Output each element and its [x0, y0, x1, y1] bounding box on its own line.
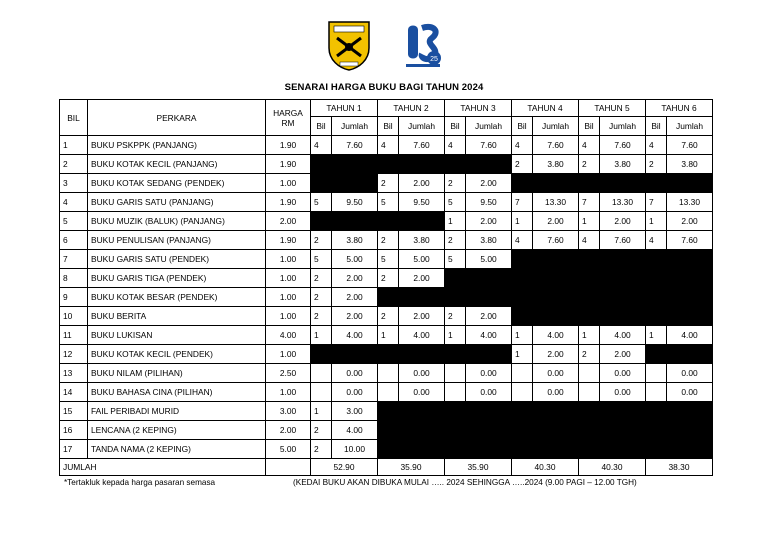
row-perkara: BUKU KOTAK KECIL (PENDEK)	[88, 345, 266, 364]
subheader-bil: Bil	[646, 117, 667, 136]
total-value: 52.90	[311, 459, 378, 476]
header-harga: HARGA RM	[266, 100, 311, 136]
row-perkara: BUKU KOTAK KECIL (PANJANG)	[88, 155, 266, 174]
cell-jumlah: 2.00	[466, 212, 512, 231]
cell-bil: 2	[378, 174, 399, 193]
cell-bil	[311, 364, 332, 383]
row-harga: 1.00	[266, 345, 311, 364]
blocked-cell	[311, 212, 445, 231]
header-tahun-3: TAHUN 3	[445, 100, 512, 117]
cell-jumlah: 0.00	[399, 364, 445, 383]
ministry-logo	[400, 20, 446, 70]
cell-jumlah: 7.60	[533, 136, 579, 155]
cell-bil: 4	[512, 136, 533, 155]
cell-jumlah: 7.60	[667, 136, 713, 155]
cell-bil	[512, 383, 533, 402]
header-tahun-4: TAHUN 4	[512, 100, 579, 117]
table-row	[60, 326, 713, 345]
cell-jumlah: 2.00	[399, 269, 445, 288]
table-row	[60, 136, 713, 155]
row-harga: 2.50	[266, 364, 311, 383]
subheader-bil: Bil	[311, 117, 332, 136]
subheader-jumlah: Jumlah	[667, 117, 713, 136]
subheader-jumlah: Jumlah	[466, 117, 512, 136]
row-perkara: BUKU GARIS SATU (PANJANG)	[88, 193, 266, 212]
total-value: 35.90	[378, 459, 445, 476]
row-perkara: FAIL PERIBADI MURID	[88, 402, 266, 421]
cell-bil: 4	[579, 231, 600, 250]
subheader-bil: Bil	[378, 117, 399, 136]
total-value: 40.30	[579, 459, 646, 476]
cell-jumlah: 7.60	[533, 231, 579, 250]
total-label: JUMLAH	[60, 459, 266, 476]
row-perkara: BUKU BERITA	[88, 307, 266, 326]
row-harga: 1.90	[266, 193, 311, 212]
cell-bil	[378, 383, 399, 402]
cell-bil: 5	[445, 250, 466, 269]
cell-jumlah: 3.80	[399, 231, 445, 250]
cell-jumlah: 7.60	[667, 231, 713, 250]
blocked-cell	[378, 402, 713, 421]
row-perkara: BUKU GARIS TIGA (PENDEK)	[88, 269, 266, 288]
row-bil: 11	[60, 326, 88, 345]
cell-bil	[646, 364, 667, 383]
cell-bil: 2	[579, 345, 600, 364]
cell-bil: 4	[512, 231, 533, 250]
cell-jumlah: 4.00	[600, 326, 646, 345]
cell-bil	[646, 383, 667, 402]
header-tahun-1: TAHUN 1	[311, 100, 378, 117]
cell-bil: 1	[512, 345, 533, 364]
table-row	[60, 174, 713, 193]
row-bil: 2	[60, 155, 88, 174]
cell-jumlah: 13.30	[600, 193, 646, 212]
table-row	[60, 364, 713, 383]
cell-bil	[445, 383, 466, 402]
cell-bil: 2	[311, 307, 332, 326]
cell-bil	[378, 364, 399, 383]
header-bil: BIL	[60, 100, 88, 136]
row-perkara: BUKU NILAM (PILIHAN)	[88, 364, 266, 383]
row-harga: 1.90	[266, 136, 311, 155]
header-perkara: PERKARA	[88, 100, 266, 136]
cell-jumlah: 0.00	[466, 383, 512, 402]
table-row	[60, 307, 713, 326]
cell-jumlah: 10.00	[332, 440, 378, 459]
row-perkara: BUKU PENULISAN (PANJANG)	[88, 231, 266, 250]
cell-bil: 2	[445, 174, 466, 193]
subheader-bil: Bil	[579, 117, 600, 136]
row-perkara: BUKU KOTAK BESAR (PENDEK)	[88, 288, 266, 307]
cell-jumlah: 4.00	[667, 326, 713, 345]
cell-bil: 2	[512, 155, 533, 174]
row-harga: 1.00	[266, 383, 311, 402]
cell-bil: 1	[512, 326, 533, 345]
row-bil: 10	[60, 307, 88, 326]
cell-jumlah: 7.60	[600, 231, 646, 250]
row-bil: 15	[60, 402, 88, 421]
cell-jumlah: 2.00	[533, 212, 579, 231]
table-row	[60, 155, 713, 174]
cell-jumlah: 2.00	[533, 345, 579, 364]
row-bil: 16	[60, 421, 88, 440]
row-harga: 1.90	[266, 155, 311, 174]
row-perkara: BUKU MUZIK (BALUK) (PANJANG)	[88, 212, 266, 231]
subheader-jumlah: Jumlah	[533, 117, 579, 136]
row-harga: 1.00	[266, 269, 311, 288]
row-harga: 1.00	[266, 307, 311, 326]
cell-jumlah: 13.30	[667, 193, 713, 212]
cell-jumlah: 0.00	[600, 383, 646, 402]
cell-jumlah: 3.80	[466, 231, 512, 250]
cell-jumlah: 4.00	[399, 326, 445, 345]
table-row	[60, 440, 713, 459]
cell-jumlah: 5.00	[332, 250, 378, 269]
cell-bil: 2	[378, 307, 399, 326]
row-bil: 1	[60, 136, 88, 155]
cell-jumlah: 9.50	[399, 193, 445, 212]
blocked-cell	[311, 155, 512, 174]
cell-jumlah: 0.00	[399, 383, 445, 402]
cell-jumlah: 5.00	[466, 250, 512, 269]
cell-bil: 1	[579, 212, 600, 231]
table-row	[60, 345, 713, 364]
row-harga: 4.00	[266, 326, 311, 345]
cell-bil	[579, 383, 600, 402]
cell-jumlah: 3.80	[533, 155, 579, 174]
cell-bil: 1	[646, 212, 667, 231]
cell-bil: 1	[445, 212, 466, 231]
cell-bil: 4	[445, 136, 466, 155]
cell-bil: 2	[311, 269, 332, 288]
cell-bil: 4	[646, 231, 667, 250]
cell-jumlah: 2.00	[332, 269, 378, 288]
cell-bil: 7	[512, 193, 533, 212]
row-bil: 6	[60, 231, 88, 250]
row-bil: 5	[60, 212, 88, 231]
cell-jumlah: 0.00	[600, 364, 646, 383]
subheader-bil: Bil	[445, 117, 466, 136]
table-row	[60, 212, 713, 231]
row-perkara: BUKU PSKPPK (PANJANG)	[88, 136, 266, 155]
cell-jumlah: 0.00	[332, 364, 378, 383]
cell-bil	[579, 364, 600, 383]
row-harga: 1.90	[266, 231, 311, 250]
cell-bil: 4	[579, 136, 600, 155]
cell-jumlah: 7.60	[466, 136, 512, 155]
total-row	[60, 459, 713, 476]
cell-bil: 1	[445, 326, 466, 345]
total-value: 35.90	[445, 459, 512, 476]
blocked-cell	[512, 250, 713, 269]
cell-jumlah: 2.00	[332, 288, 378, 307]
cell-jumlah: 5.00	[399, 250, 445, 269]
row-bil: 7	[60, 250, 88, 269]
row-harga: 5.00	[266, 440, 311, 459]
blocked-cell	[512, 307, 713, 326]
row-bil: 13	[60, 364, 88, 383]
cell-bil	[445, 364, 466, 383]
cell-jumlah: 0.00	[533, 383, 579, 402]
row-perkara: BUKU KOTAK SEDANG (PENDEK)	[88, 174, 266, 193]
row-perkara: LENCANA (2 KEPING)	[88, 421, 266, 440]
cell-bil: 5	[311, 193, 332, 212]
cell-bil: 5	[311, 250, 332, 269]
cell-jumlah: 9.50	[466, 193, 512, 212]
table-row	[60, 231, 713, 250]
cell-bil: 4	[311, 136, 332, 155]
cell-bil	[311, 383, 332, 402]
total-harga-empty	[266, 459, 311, 476]
cell-bil: 2	[311, 288, 332, 307]
cell-bil: 2	[445, 307, 466, 326]
cell-bil: 2	[311, 231, 332, 250]
blocked-cell	[378, 440, 713, 459]
cell-jumlah: 4.00	[533, 326, 579, 345]
blocked-cell	[311, 345, 512, 364]
blocked-cell	[646, 345, 713, 364]
row-bil: 8	[60, 269, 88, 288]
subheader-jumlah: Jumlah	[399, 117, 445, 136]
cell-bil: 5	[445, 193, 466, 212]
cell-jumlah: 13.30	[533, 193, 579, 212]
header-tahun-5: TAHUN 5	[579, 100, 646, 117]
cell-jumlah: 0.00	[667, 383, 713, 402]
cell-jumlah: 3.00	[332, 402, 378, 421]
cell-jumlah: 3.80	[332, 231, 378, 250]
cell-jumlah: 4.00	[332, 421, 378, 440]
row-perkara: BUKU BAHASA CINA (PILIHAN)	[88, 383, 266, 402]
row-bil: 4	[60, 193, 88, 212]
total-value: 38.30	[646, 459, 713, 476]
cell-jumlah: 2.00	[332, 307, 378, 326]
cell-jumlah: 2.00	[399, 307, 445, 326]
cell-jumlah: 2.00	[600, 345, 646, 364]
logos	[0, 14, 768, 74]
cell-bil: 1	[646, 326, 667, 345]
cell-bil: 2	[378, 231, 399, 250]
row-bil: 14	[60, 383, 88, 402]
price-table	[59, 99, 713, 476]
cell-bil: 2	[378, 269, 399, 288]
header-tahun-2: TAHUN 2	[378, 100, 445, 117]
row-bil: 9	[60, 288, 88, 307]
cell-bil: 2	[311, 421, 332, 440]
cell-bil: 1	[512, 212, 533, 231]
blocked-cell	[512, 174, 713, 193]
row-harga: 1.00	[266, 174, 311, 193]
row-bil: 3	[60, 174, 88, 193]
cell-jumlah: 3.80	[667, 155, 713, 174]
table-row	[60, 288, 713, 307]
school-crest-logo	[325, 18, 373, 72]
footer-note: *Tertakluk kepada harga pasaran semasa	[64, 478, 216, 487]
cell-bil: 4	[378, 136, 399, 155]
row-harga: 3.00	[266, 402, 311, 421]
table-row	[60, 269, 713, 288]
cell-jumlah: 2.00	[466, 174, 512, 193]
subheader-jumlah: Jumlah	[600, 117, 646, 136]
cell-bil: 1	[579, 326, 600, 345]
cell-jumlah: 7.60	[600, 136, 646, 155]
row-perkara: TANDA NAMA (2 KEPING)	[88, 440, 266, 459]
table-row	[60, 383, 713, 402]
logo-number: 25	[430, 56, 438, 63]
table-row	[60, 421, 713, 440]
blocked-cell	[378, 421, 713, 440]
page-title: SENARAI HARGA BUKU BAGI TAHUN 2024	[284, 82, 484, 93]
cell-jumlah: 4.00	[332, 326, 378, 345]
header-tahun-6: TAHUN 6	[646, 100, 713, 117]
cell-bil: 7	[646, 193, 667, 212]
cell-jumlah: 7.60	[399, 136, 445, 155]
table-row	[60, 250, 713, 269]
row-perkara: BUKU LUKISAN	[88, 326, 266, 345]
cell-bil: 2	[646, 155, 667, 174]
cell-jumlah: 0.00	[533, 364, 579, 383]
cell-bil: 1	[311, 326, 332, 345]
row-harga: 1.00	[266, 288, 311, 307]
cell-jumlah: 7.60	[332, 136, 378, 155]
cell-jumlah: 2.00	[667, 212, 713, 231]
cell-bil: 2	[445, 231, 466, 250]
blocked-cell	[311, 174, 378, 193]
cell-jumlah: 3.80	[600, 155, 646, 174]
row-harga: 2.00	[266, 212, 311, 231]
footer-shop-hours: (KEDAI BUKU AKAN DIBUKA MULAI ….. 2024 SEHINGGA …..2024 (9.00 PAGI – 12.00 TGH)	[293, 478, 637, 487]
table-row	[60, 402, 713, 421]
table-row	[60, 193, 713, 212]
cell-jumlah: 2.00	[600, 212, 646, 231]
cell-jumlah: 0.00	[332, 383, 378, 402]
cell-bil: 5	[378, 250, 399, 269]
blocked-cell	[445, 269, 713, 288]
cell-bil: 5	[378, 193, 399, 212]
row-bil: 12	[60, 345, 88, 364]
cell-bil: 2	[311, 440, 332, 459]
cell-jumlah: 2.00	[466, 307, 512, 326]
subheader-jumlah: Jumlah	[332, 117, 378, 136]
cell-jumlah: 0.00	[466, 364, 512, 383]
row-harga: 1.00	[266, 250, 311, 269]
cell-bil: 1	[378, 326, 399, 345]
row-harga: 2.00	[266, 421, 311, 440]
row-bil: 17	[60, 440, 88, 459]
cell-jumlah: 9.50	[332, 193, 378, 212]
cell-bil: 4	[646, 136, 667, 155]
blocked-cell	[378, 288, 713, 307]
cell-jumlah: 2.00	[399, 174, 445, 193]
row-perkara: BUKU GARIS SATU (PENDEK)	[88, 250, 266, 269]
cell-bil: 1	[311, 402, 332, 421]
cell-bil: 2	[579, 155, 600, 174]
subheader-bil: Bil	[512, 117, 533, 136]
total-value: 40.30	[512, 459, 579, 476]
cell-jumlah: 4.00	[466, 326, 512, 345]
cell-bil	[512, 364, 533, 383]
cell-jumlah: 0.00	[667, 364, 713, 383]
cell-bil: 7	[579, 193, 600, 212]
